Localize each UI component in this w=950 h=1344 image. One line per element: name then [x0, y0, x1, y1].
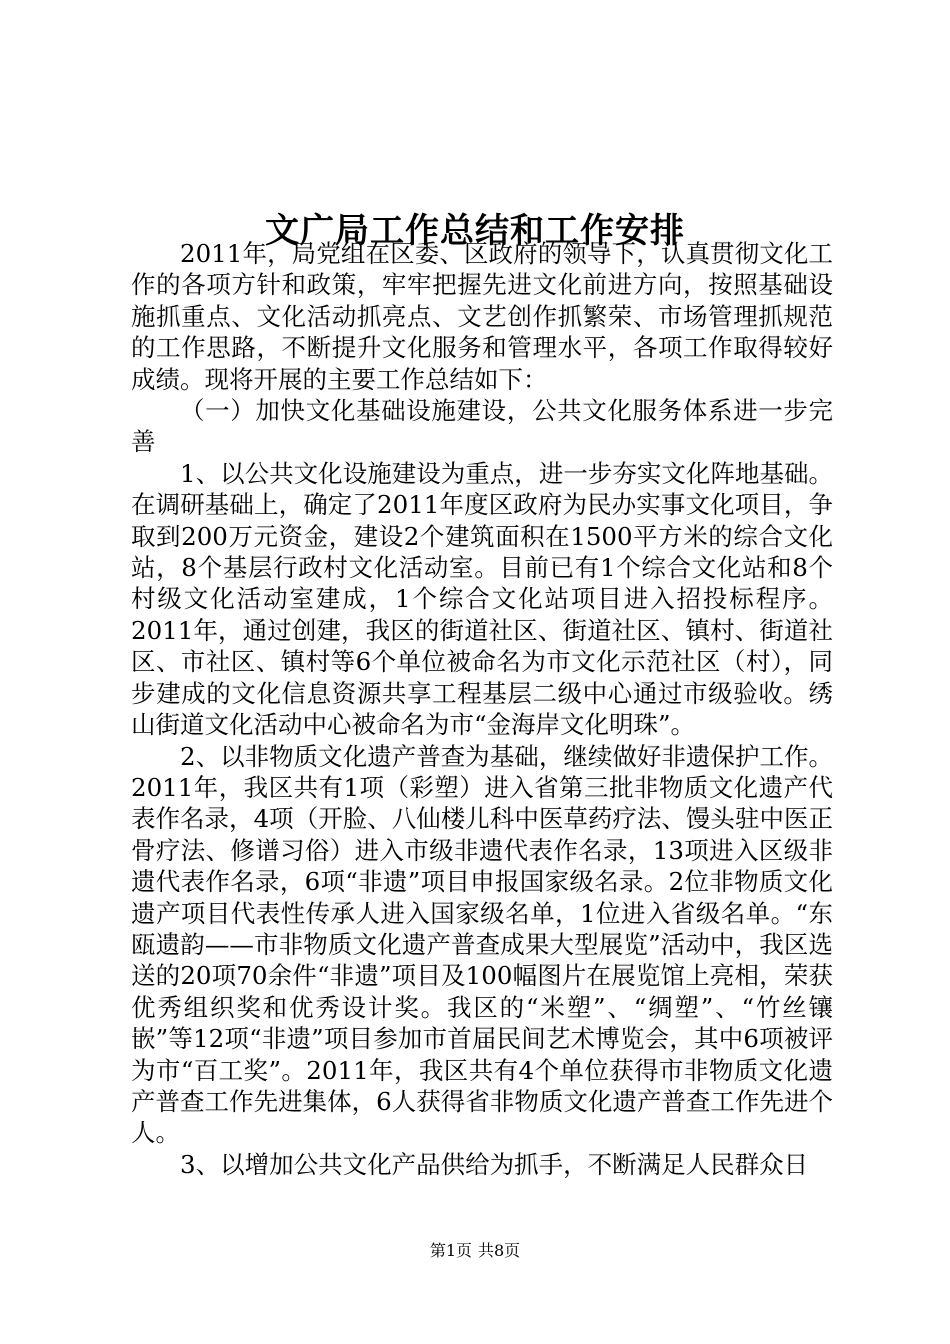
page-number: 第1页: [429, 1241, 472, 1260]
paragraph-intro: 2011年，局党组在区委、区政府的领导下，认真贯彻文化工作的各项方针和政策，牢牢把握先进文化前进方向，按照基础设施抓重点、文化活动抓亮点、文艺创作抓繁荣、市场管理抓规范的工作思路，不断提升文化服务和管理水平，各项工作取得较好成绩。现将开展的主要工作总结如下：: [131, 239, 833, 394]
document-title: 文广局工作总结和工作安排: [265, 210, 685, 251]
paragraph-item-3: 3、以增加公共文化产品供给为抓手，不断满足人民群众日: [180, 1149, 809, 1179]
page-total: 共8页: [478, 1241, 521, 1260]
paragraph-item-2: 2、以非物质文化遗产普查为基础，继续做好非遗保护工作。2011年，我区共有1项（彩塑）进入省第三批非物质文化遗产代表作名录，4项（开脸、八仙楼儿科中医草药疗法、馒头驻中医正骨疗法、修谱习俗）进入市级非遗代表作名录，13项进入区级非遗代表作名录，6项“非遗”项目申报国家级名录。2位非物质文化遗产项目代表性传承人进入国家级名单，1位进入省级名单。“东瓯遗韵——市非物质文化遗产普查成果大型展览”活动中，我区选送的20项70余件“非遗”项目及100幅图片在展览馆上亮相，荣获优秀组织奖和优秀设计奖。我区的“米塑”、“绸塑”、“竹丝镶嵌”等12项“非遗”项目参加市首届民间艺术博览会，其中6项被评为市“百工奖”。2011年，我区共有4个单位获得市非物质文化遗产普查工作先进集体，6人获得省非物质文化遗产普查工作先进个人。: [131, 741, 833, 1148]
section-heading-1: （一）加快文化基础设施建设，公共文化服务体系进一步完善: [131, 396, 833, 457]
page-footer: [0, 1241, 950, 1261]
document-body: [131, 238, 833, 1180]
paragraph-item-1: 1、以公共文化设施建设为重点，进一步夯实文化阵地基础。在调研基础上，确定了2011年度区政府为民办实事文化项目，争取到200万元资金，建设2个建筑面积在1500平方米的综合文化站，8个基层行政村文化活动室。目前已有1个综合文化站和8个村级文化活动室建成，1个综合文化站项目进入招投标程序。2011年，通过创建，我区的街道社区、街道社区、镇村、街道社区、市社区、镇村等6个单位被命名为市文化示范社区（村），同步建成的文化信息资源共享工程基层二级中心通过市级验收。绣山街道文化活动中心被命名为市“金海岸文化明珠”。: [131, 458, 833, 740]
